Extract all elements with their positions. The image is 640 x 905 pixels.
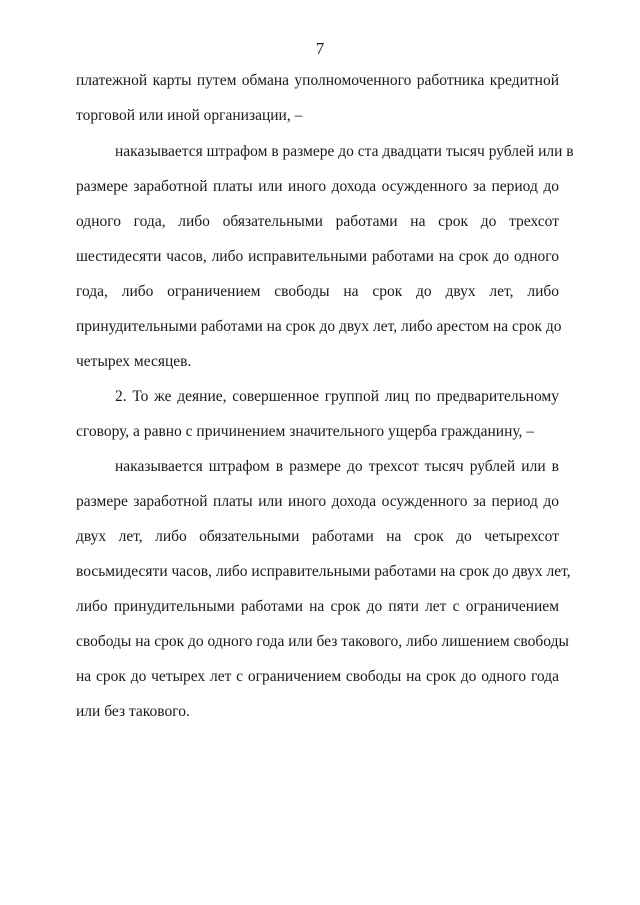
text-line: размере заработной платы или иного дохода осужденного за период до [76, 178, 559, 195]
text-line: восьмидесяти часов, либо исправительными работами на срок до двух лет, [76, 563, 571, 580]
page-number: 7 [315, 39, 325, 58]
text-line: торговой или иной организации, – [76, 107, 303, 124]
text-line: наказывается штрафом в размере до трехсот тысяч рублей или в [115, 458, 559, 475]
text-line: или без такового. [76, 703, 190, 720]
text-line: года, либо ограничением свободы на срок до двух лет, либо [76, 283, 559, 300]
text-line: 2. То же деяние, совершенное группой лиц по предварительному [115, 388, 559, 405]
text-line: платежной карты путем обмана уполномоченного работника кредитной [76, 72, 559, 89]
text-line: принудительными работами на срок до двух лет, либо арестом на срок до [76, 318, 562, 335]
text-line: наказывается штрафом в размере до ста двадцати тысяч рублей или в [115, 143, 574, 160]
text-line: сговору, а равно с причинением значительного ущерба гражданину, – [76, 423, 535, 440]
text-line: одного года, либо обязательными работами на срок до трехсот [76, 213, 559, 230]
text-line: четырех месяцев. [76, 353, 192, 370]
text-line: шестидесяти часов, либо исправительными работами на срок до одного [76, 248, 559, 265]
text-line: двух лет, либо обязательными работами на срок до четырехсот [76, 528, 559, 545]
text-line: размере заработной платы или иного дохода осужденного за период до [76, 493, 559, 510]
text-line: либо принудительными работами на срок до пяти лет с ограничением [76, 598, 559, 615]
text-line: свободы на срок до одного года или без такового, либо лишением свободы [76, 633, 569, 650]
text-line: на срок до четырех лет с ограничением свободы на срок до одного года [76, 668, 559, 685]
